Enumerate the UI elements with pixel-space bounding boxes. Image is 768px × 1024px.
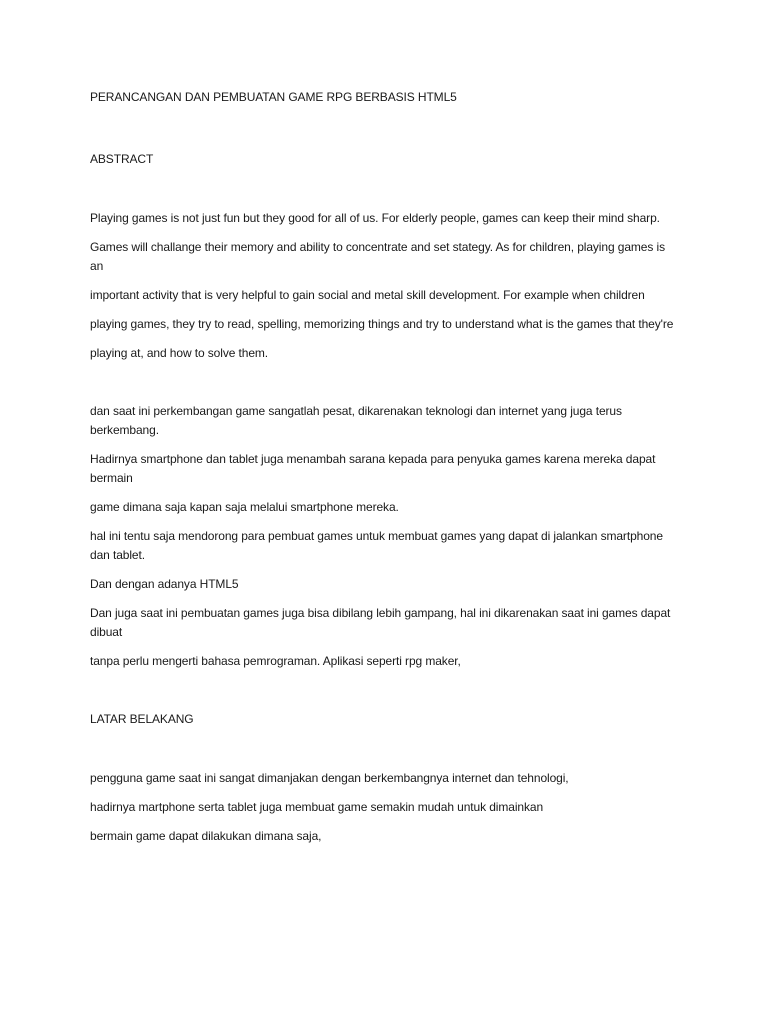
abstract-en-paragraph: Playing games is not just fun but they good for all of us. For elderly people, games can keep their mind sharp.	[90, 211, 660, 225]
abstract-id-paragraph: hal ini tentu saja mendorong para pembuat games untuk membuat games yang dapat di jalankan smartphone dan tablet.	[90, 529, 663, 562]
abstract-en-paragraph: Games will challange their memory and ability to concentrate and set stategy. As for children, playing games is an	[90, 240, 665, 273]
abstract-en-paragraph: playing games, they try to read, spelling, memorizing things and try to understand what is the games that they're	[90, 317, 674, 331]
background-paragraph: pengguna game saat ini sangat dimanjakan dengan berkembangnya internet dan tehnologi,	[90, 771, 569, 785]
abstract-heading: ABSTRACT	[90, 152, 154, 166]
abstract-en-paragraph: important activity that is very helpful to gain social and metal skill development. For example when children	[90, 288, 645, 302]
abstract-id-paragraph: dan saat ini perkembangan game sangatlah pesat, dikarenakan teknologi dan internet yang juga terus berkembang.	[90, 404, 622, 437]
abstract-id-paragraph: tanpa perlu mengerti bahasa pemrograman. Aplikasi seperti rpg maker,	[90, 654, 461, 668]
background-heading: LATAR BELAKANG	[90, 712, 194, 726]
document-title: PERANCANGAN DAN PEMBUATAN GAME RPG BERBASIS HTML5	[90, 90, 457, 104]
abstract-id-paragraph: Dan dengan adanya HTML5	[90, 577, 239, 591]
abstract-en-paragraph: playing at, and how to solve them.	[90, 346, 269, 360]
background-paragraph: hadirnya martphone serta tablet juga membuat game semakin mudah untuk dimainkan	[90, 800, 544, 814]
document-body	[90, 88, 680, 856]
abstract-id-paragraph: game dimana saja kapan saja melalui smartphone mereka.	[90, 500, 399, 514]
background-paragraph: bermain game dapat dilakukan dimana saja,	[90, 829, 322, 843]
abstract-id-paragraph: Dan juga saat ini pembuatan games juga bisa dibilang lebih gampang, hal ini dikarenakan saat ini games dapat dibuat	[90, 606, 671, 639]
abstract-id-paragraph: Hadirnya smartphone dan tablet juga menambah sarana kepada para penyuka games karena mereka dapat bermain	[90, 452, 656, 485]
